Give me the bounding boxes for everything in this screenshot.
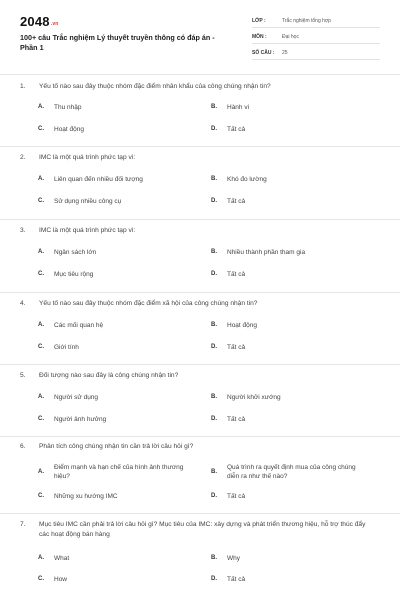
option-letter: B. [211,468,217,475]
meta-class-value: Trắc nghiệm tổng hợp [282,17,331,24]
option-letter: B. [211,322,217,328]
option-text: Những xu hướng IMC [54,493,118,500]
option-text: Người ảnh hưởng [54,416,107,423]
question-text [20,82,380,92]
question-body: Mục tiêu IMC cần phải trả lời câu hỏi gì? Mục tiêu của IMC: xây dựng và phát triển thương hiệu, hỗ trợ thúc đẩy các hoạt động bán hàng [39,521,366,538]
option-text: Tất cả [227,198,246,205]
option-letter: D. [211,198,217,204]
question-item [0,365,400,437]
option-text: Hành vi [227,104,250,111]
option-text: Người khởi xướng [227,394,281,401]
question-text [20,520,380,540]
option-letter: D. [211,576,217,582]
option-letter: A. [38,249,44,255]
option-letter: C. [38,416,44,422]
page-header [0,0,400,68]
page-title [20,33,235,53]
meta-subject-value: Đại học [282,33,299,40]
option-text: Người sử dụng [54,394,99,401]
option-a[interactable] [38,463,198,481]
option-letter: A. [38,394,44,400]
option-letter: B. [211,104,217,110]
option-letter: A. [38,468,44,475]
option-c[interactable] [38,575,198,584]
meta-count-label: SỐ CÂU : [252,49,275,56]
question-body: IMC là một quá trình phức tạp vì: [39,227,136,234]
meta-subject-label: MÔN : [252,33,267,40]
option-text: Tất cả [227,576,246,583]
question-number: 6. [20,443,26,450]
option-a[interactable] [38,321,198,330]
page-title-line-1: 100+ câu Trắc nghiệm Lý thuyết truyền thông có đáp án - [20,33,215,42]
option-b[interactable] [211,463,376,481]
question-number: 2. [20,154,26,161]
option-d[interactable] [211,125,376,134]
option-text: Điểm mạnh và hạn chế của hình ảnh thương hiệu? [54,464,184,480]
logo-suffix: .vn [50,21,59,27]
meta-count-value: 25 [282,49,288,56]
option-a[interactable] [38,175,198,184]
option-letter: C. [38,126,44,132]
question-text [20,299,380,309]
question-number: 4. [20,300,26,307]
option-letter: B. [211,249,217,255]
meta-class-label: LỚP : [252,17,266,24]
question-body: IMC là một quá trình phức tạp vì: [39,154,136,161]
option-text: Hoạt động [227,322,257,329]
option-text: Mục tiêu rộng [54,271,94,278]
question-text [20,442,380,452]
site-logo[interactable] [20,14,59,29]
question-text [20,226,380,236]
option-text: Khó đo lường [227,176,267,183]
option-text: Tất cả [227,344,246,351]
option-c[interactable] [38,125,198,134]
option-letter: D. [211,126,217,132]
option-b[interactable] [211,103,376,112]
option-letter: A. [38,555,44,561]
option-d[interactable] [211,270,376,279]
option-b[interactable] [211,321,376,330]
option-text: Liên quan đến nhiều đối tượng [54,176,143,183]
option-a[interactable] [38,554,198,563]
meta-class-row [252,14,380,28]
question-number: 5. [20,372,26,379]
question-item [0,147,400,220]
option-letter: D. [211,493,217,499]
option-b[interactable] [211,393,376,402]
option-text: Thu nhập [54,104,82,111]
option-c[interactable] [38,492,198,501]
option-b[interactable] [211,554,376,563]
question-item [0,74,400,147]
option-text: Hoạt động [54,126,84,133]
option-c[interactable] [38,270,198,279]
option-d[interactable] [211,575,376,584]
question-body: Phân tích công chúng nhận tin cần trả lời câu hỏi gì? [39,443,194,450]
option-b[interactable] [211,248,376,257]
option-d[interactable] [211,197,376,206]
option-letter: B. [211,394,217,400]
option-c[interactable] [38,197,198,206]
option-text: Nhiều thành phần tham gia [227,249,306,256]
option-letter: C. [38,344,44,350]
question-item [0,293,400,365]
option-d[interactable] [211,492,376,501]
option-text: Tất cả [227,271,246,278]
option-b[interactable] [211,175,376,184]
question-number: 7. [20,521,26,528]
logo-text: 2048 [20,14,50,29]
question-number: 1. [20,83,26,90]
option-text: What [54,555,70,562]
option-c[interactable] [38,415,198,424]
option-text: Quá trình ra quyết định mua của công chúng diễn ra như thế nào? [227,464,356,480]
option-letter: B. [211,555,217,561]
page-title-line-2: Phần 1 [20,43,44,52]
option-text: Tất cả [227,493,246,500]
quiz-meta [252,14,380,62]
option-a[interactable] [38,248,198,257]
option-letter: C. [38,271,44,277]
option-c[interactable] [38,343,198,352]
option-letter: D. [211,344,217,350]
option-text: How [54,576,68,583]
option-letter: D. [211,416,217,422]
option-letter: A. [38,176,44,182]
option-text: Why [227,555,240,562]
question-body: Yếu tố nào sau đây thuộc nhóm đặc điểm xã hội của công chúng nhận tin? [39,300,258,307]
option-d[interactable] [211,343,376,352]
option-text: Giới tính [54,344,79,351]
question-body: Yếu tố nào sau đây thuộc nhóm đặc điểm nhân khẩu của công chúng nhận tin? [39,83,271,90]
option-text: Các mối quan hệ [54,322,104,329]
question-list [0,74,400,602]
question-number: 3. [20,227,26,234]
question-item [0,514,400,602]
option-text: Tất cả [227,126,246,133]
option-text: Ngân sách lớn [54,249,97,256]
option-letter: A. [38,322,44,328]
option-letter: A. [38,104,44,110]
option-letter: C. [38,198,44,204]
meta-subject-row [252,30,380,44]
question-item [0,220,400,293]
option-letter: B. [211,176,217,182]
question-item [0,437,400,514]
question-text [20,153,380,163]
question-body: Đối tượng nào sau đây là công chúng nhận tin? [39,372,179,379]
meta-count-row [252,46,380,60]
option-letter: C. [38,576,44,582]
option-letter: C. [38,493,44,499]
question-text [20,371,380,381]
option-a[interactable] [38,103,198,112]
option-text: Tất cả [227,416,246,423]
option-letter: D. [211,271,217,277]
option-text: Sử dụng nhiều công cụ [54,198,122,205]
option-a[interactable] [38,393,198,402]
option-d[interactable] [211,415,376,424]
